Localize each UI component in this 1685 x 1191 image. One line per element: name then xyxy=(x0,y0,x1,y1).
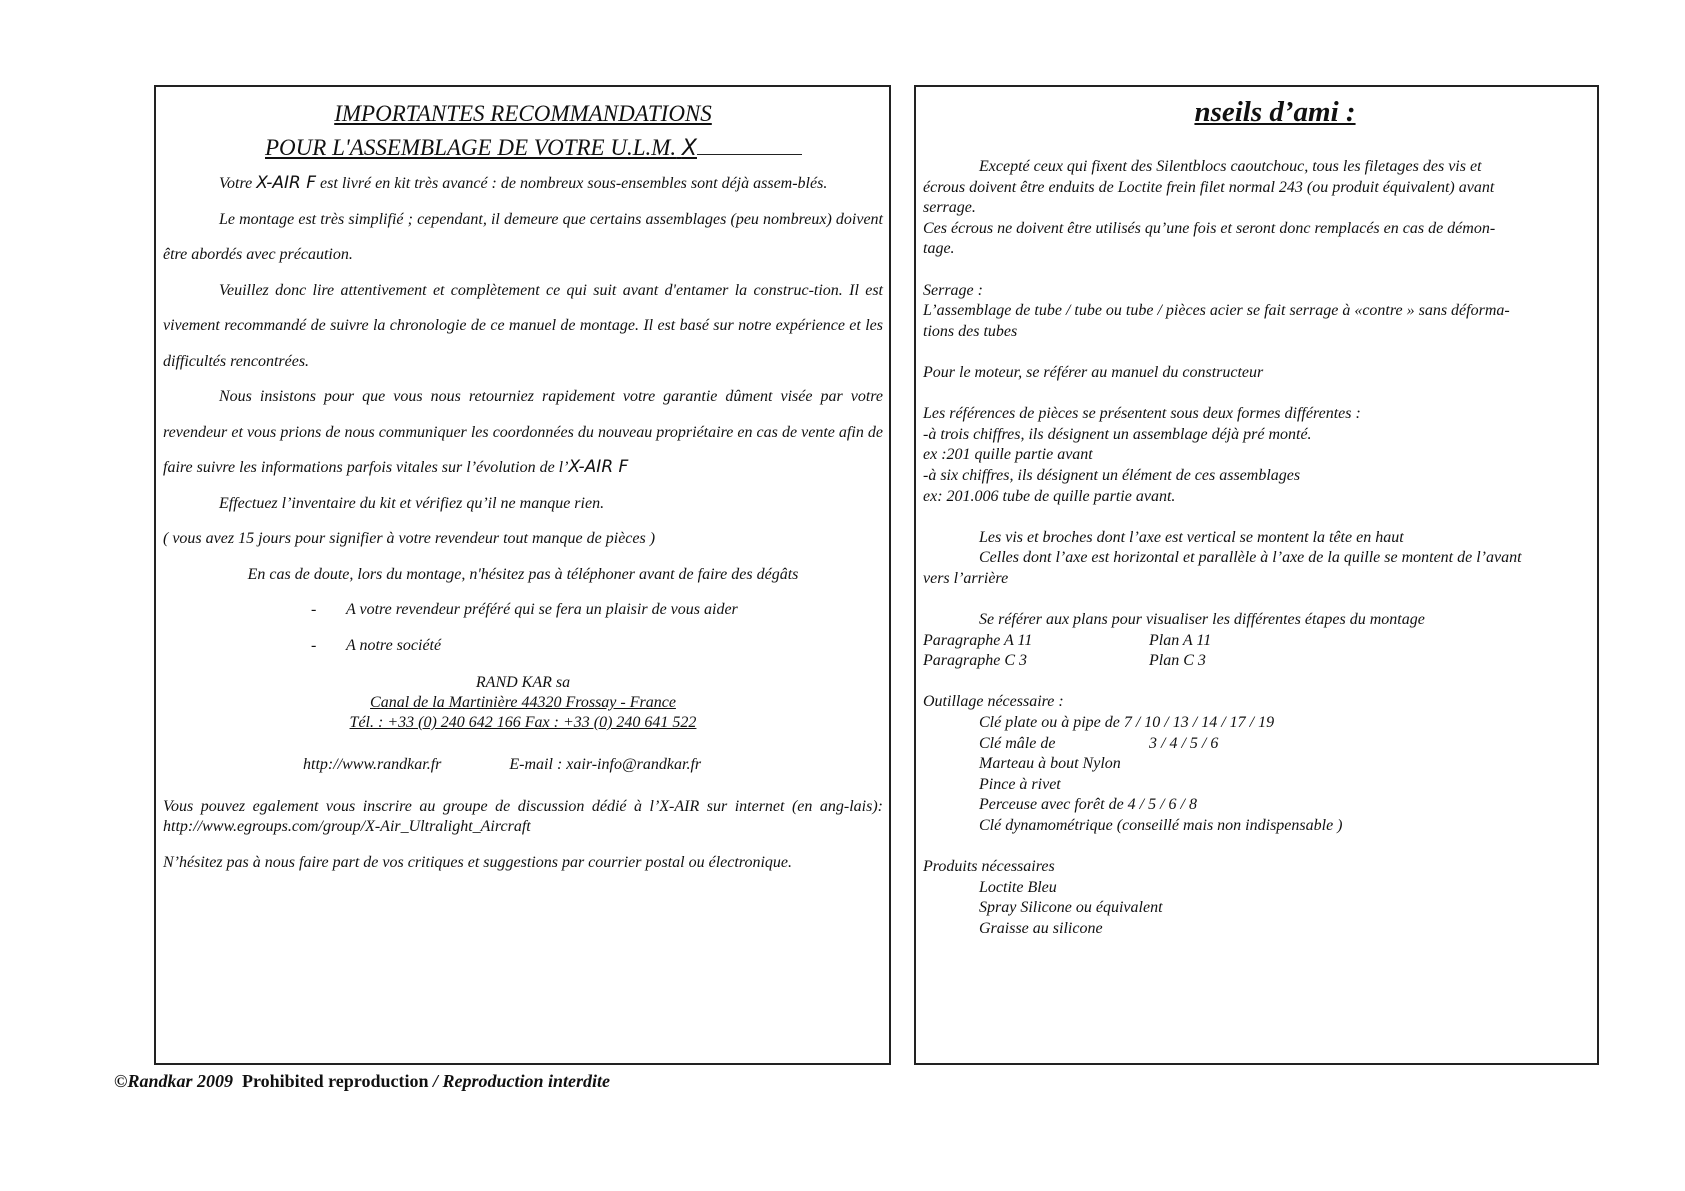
email-link[interactable]: E-mail : xair-info@randkar.fr xyxy=(509,756,702,773)
refs-heading: Les références de pièces se présentent sous deux formes différentes : xyxy=(923,405,1361,423)
title-conseils: nseils d’ami : xyxy=(1194,96,1356,128)
right-panel xyxy=(914,85,1599,1065)
paragraph-inventaire: Effectuez l’inventaire du kit et vérifiez qu’il ne manque rien. xyxy=(219,494,605,512)
product-1: Loctite Bleu xyxy=(979,878,1057,896)
tool-row-4: Pince à rivet xyxy=(979,775,1061,793)
title-assemblage xyxy=(163,131,883,166)
serrage-line-1: L’assemblage de tube / tube ou tube / pièces acier se fait serrage à «contre » sans déforma- xyxy=(923,302,1510,320)
paragraph-montage: Le montage est très simplifié ; cependant, il demeure que certains assemblages (peu nombreux) doivent être abordés avec précaution. xyxy=(163,210,883,263)
bullet-societe: - A notre société xyxy=(311,636,442,654)
brand-xair: X-AIR F xyxy=(256,173,317,193)
product-3: Graisse au silicone xyxy=(979,919,1103,937)
prohibited-text: Prohibited reproduction xyxy=(241,1071,429,1091)
company-name: RAND KAR sa xyxy=(475,674,571,691)
intro-line-4: Ces écrous ne doivent être utilisés qu’une fois et seront donc remplacés en cas de démon- xyxy=(923,219,1496,237)
brand-xair-2: X-AIR F xyxy=(568,457,629,477)
paragraph-lire: Veuillez donc lire attentivement et complètement ce qui suit avant d'entamer la construc-tion. Il est vivement recommandé de suivre la chronologie de ce manuel de montage. Il est basé sur notre expérience et les difficultés rencontrées. xyxy=(163,281,883,370)
left-panel xyxy=(154,85,891,1065)
refs-line-1: -à trois chiffres, ils désignent un assemblage déjà pré monté. xyxy=(923,425,1312,443)
tool-row-3: Marteau à bout Nylon xyxy=(979,755,1121,773)
footer-copyright xyxy=(114,1071,610,1092)
outillage-heading: Outillage nécessaire : xyxy=(923,693,1064,711)
vis-line-3: vers l’arrière xyxy=(923,569,1009,587)
company-address: Canal de la Martinière 44320 Frossay - France xyxy=(370,694,676,711)
refs-line-3: -à six chiffres, ils désignent un élément de ces assemblages xyxy=(923,466,1301,484)
intro-line-3: serrage. xyxy=(923,199,976,217)
title-underline-tail xyxy=(697,134,802,155)
vis-line-2: Celles dont l’axe est horizontal et parallèle à l’axe de la quille se montent de l’avant xyxy=(979,549,1522,567)
paragraph-livre: Votre X-AIR F est livré en kit très avancé : de nombreux sous-ensembles sont déjà assem-blés. xyxy=(219,173,828,193)
paragraph-garantie: Nous insistons pour que vous nous retourniez rapidement votre garantie dûment visée par votre revendeur et vous prions de nous communiquer les coordonnées du nouveau propriétaire en cas de vente afin de faire suivre les informations parfois vitales sur l’évolution de l’X-AIR F xyxy=(163,388,883,477)
contact-line xyxy=(163,755,883,775)
intro-line-5: tage. xyxy=(923,240,955,258)
title-recommandations: IMPORTANTES RECOMMANDATIONS xyxy=(334,101,712,126)
tool-row-6: Clé dynamométrique (conseillé mais non indispensable ) xyxy=(979,817,1343,834)
plans-line: Se référer aux plans pour visualiser les différentes étapes du montage xyxy=(979,611,1425,629)
para-row-2: Paragraphe C 3 Plan C 3 xyxy=(923,652,1206,670)
website-link[interactable]: http://www.randkar.fr xyxy=(303,756,442,773)
tool-row-1: Clé plate ou à pipe de 7 / 10 / 13 / 14 / 17 / 19 xyxy=(979,714,1275,732)
tool-row-5: Perceuse avec forêt de 4 / 5 / 6 / 8 xyxy=(979,796,1197,814)
intro-line-2: écrous doivent être enduits de Loctite frein filet normal 243 (ou produit équivalent) avant xyxy=(923,178,1495,196)
vis-line-1: Les vis et broches dont l’axe est vertical se montent la tête en haut xyxy=(979,528,1404,546)
interdite-text: / Reproduction interdite xyxy=(433,1071,611,1091)
paragraph-delai: ( vous avez 15 jours pour signifier à votre revendeur tout manque de pièces ) xyxy=(163,530,656,547)
product-2: Spray Silicone ou équivalent xyxy=(979,899,1163,917)
intro-line-1: Excepté ceux qui fixent des Silentblocs caoutchouc, tous les filetages des vis et xyxy=(979,158,1482,175)
tool-row-2: Clé mâle de 3 / 4 / 5 / 6 xyxy=(979,734,1219,752)
produits-heading: Produits nécessaires xyxy=(923,858,1055,876)
company-phone: Tél. : +33 (0) 240 642 166 Fax : +33 (0) 240 641 522 xyxy=(349,714,697,731)
bullet-revendeur: - A votre revendeur préféré qui se fera un plaisir de vous aider xyxy=(311,601,738,618)
paragraph-doute: En cas de doute, lors du montage, n'hésitez pas à téléphoner avant de faire des dégâts xyxy=(247,565,799,583)
serrage-heading: Serrage : xyxy=(923,281,983,299)
para-row-1: Paragraphe A 11 Plan A 11 xyxy=(923,631,1212,649)
moteur-line: Pour le moteur, se référer au manuel du constructeur xyxy=(923,363,1264,381)
copyright-text: ©Randkar 2009 xyxy=(114,1071,233,1091)
refs-line-4: ex: 201.006 tube de quille partie avant. xyxy=(923,487,1176,505)
refs-line-2: ex :201 quille partie avant xyxy=(923,446,1093,464)
title-assemblage-text: POUR L'ASSEMBLAGE DE VOTRE U.L.M. xyxy=(265,135,677,160)
serrage-line-2: tions des tubes xyxy=(923,322,1018,340)
title-brand: X xyxy=(681,136,697,161)
paragraph-critiques: N’hésitez pas à nous faire part de vos critiques et suggestions par courrier postal ou électronique. xyxy=(163,854,792,871)
paragraph-groupe: Vous pouvez egalement vous inscrire au groupe de discussion dédié à l’X-AIR sur internet (en ang-lais): http://www.egroups.com/group/X-Air_Ultralight_Aircraft xyxy=(163,798,883,835)
conseils-text xyxy=(923,157,1591,940)
